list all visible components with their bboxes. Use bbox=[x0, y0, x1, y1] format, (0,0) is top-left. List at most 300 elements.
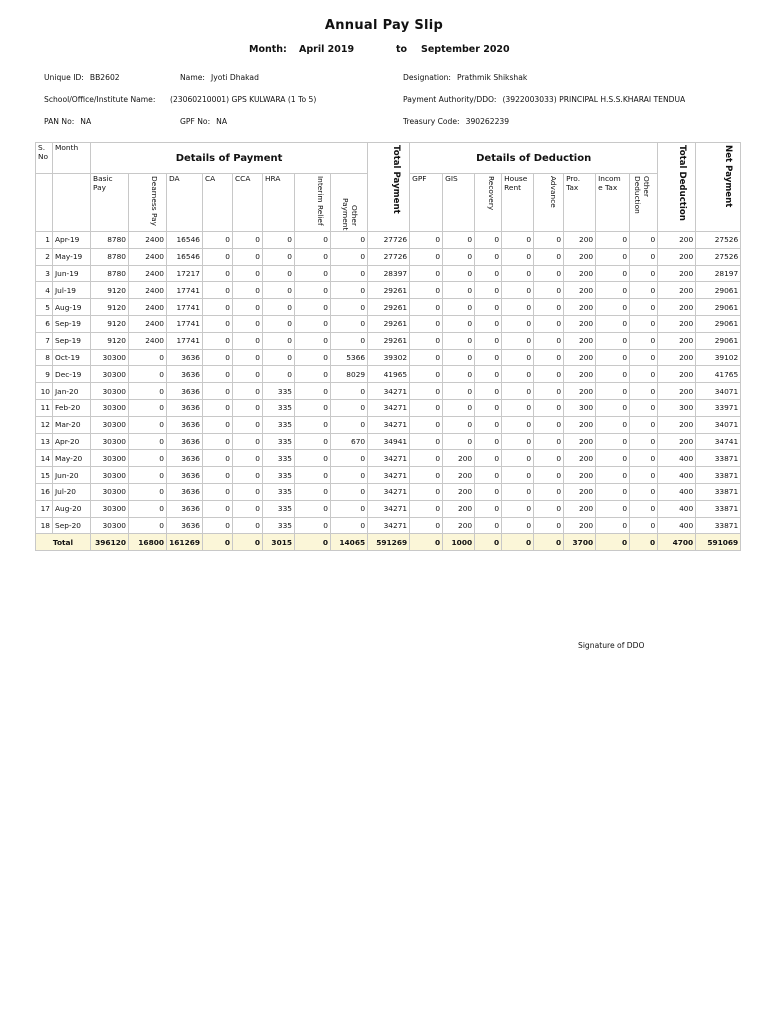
table-cell: 18 bbox=[36, 517, 53, 534]
table-cell: 400 bbox=[658, 450, 696, 467]
table-cell: 30300 bbox=[91, 349, 129, 366]
sno-header: S. No bbox=[36, 143, 53, 174]
total-cell: 1000 bbox=[443, 534, 475, 551]
table-cell: 0 bbox=[331, 467, 368, 484]
table-cell: 200 bbox=[658, 282, 696, 299]
table-cell: 0 bbox=[295, 433, 331, 450]
pro-tax-header: Pro. Tax bbox=[564, 174, 596, 232]
table-cell: 0 bbox=[475, 483, 502, 500]
table-cell: 9120 bbox=[91, 332, 129, 349]
details-of-payment-header: Details of Payment bbox=[91, 143, 368, 174]
table-cell: 0 bbox=[203, 416, 233, 433]
total-cell: 3015 bbox=[263, 534, 295, 551]
table-cell: 33871 bbox=[696, 467, 741, 484]
table-cell: 33871 bbox=[696, 500, 741, 517]
table-cell: 200 bbox=[443, 517, 475, 534]
table-cell: 0 bbox=[203, 433, 233, 450]
table-cell: 16546 bbox=[167, 248, 203, 265]
table-cell: 0 bbox=[203, 383, 233, 400]
table-cell: 0 bbox=[295, 399, 331, 416]
table-cell: 11 bbox=[36, 399, 53, 416]
table-cell: 16 bbox=[36, 483, 53, 500]
table-cell: 200 bbox=[564, 450, 596, 467]
basic-pay-header: Basic Pay bbox=[91, 174, 129, 232]
table-cell: Jun-20 bbox=[53, 467, 91, 484]
table-cell: 0 bbox=[233, 248, 263, 265]
total-cell: 0 bbox=[475, 534, 502, 551]
table-cell: Sep-19 bbox=[53, 332, 91, 349]
table-cell: 0 bbox=[475, 399, 502, 416]
table-cell: 0 bbox=[502, 232, 534, 249]
table-cell: 0 bbox=[233, 416, 263, 433]
school-name: (23060210001) GPS KULWARA (1 To 5) bbox=[170, 95, 317, 104]
table-cell: 0 bbox=[502, 450, 534, 467]
table-cell: 200 bbox=[658, 416, 696, 433]
table-row bbox=[36, 450, 741, 467]
month-header: Month bbox=[53, 143, 91, 174]
table-cell: 0 bbox=[534, 450, 564, 467]
period-from: April 2019 bbox=[299, 44, 355, 55]
table-row bbox=[36, 416, 741, 433]
table-cell: 3636 bbox=[167, 416, 203, 433]
table-cell: 200 bbox=[443, 450, 475, 467]
table-cell: 9120 bbox=[91, 315, 129, 332]
total-cell: 0 bbox=[502, 534, 534, 551]
table-cell: 3 bbox=[36, 265, 53, 282]
table-cell: 200 bbox=[443, 500, 475, 517]
table-cell: 200 bbox=[564, 248, 596, 265]
table-cell: 0 bbox=[630, 517, 658, 534]
table-cell: 0 bbox=[203, 232, 233, 249]
total-cell: 591069 bbox=[696, 534, 741, 551]
sno-sub-header bbox=[36, 174, 53, 232]
table-cell: 0 bbox=[129, 433, 167, 450]
table-cell: 27726 bbox=[368, 232, 410, 249]
table-cell: 335 bbox=[263, 399, 295, 416]
table-cell: 0 bbox=[596, 366, 630, 383]
total-cell: 14065 bbox=[331, 534, 368, 551]
table-cell: 0 bbox=[233, 366, 263, 383]
table-cell: 3636 bbox=[167, 399, 203, 416]
table-cell: 0 bbox=[233, 399, 263, 416]
table-cell: 8029 bbox=[331, 366, 368, 383]
table-cell: 1 bbox=[36, 232, 53, 249]
table-cell: 0 bbox=[203, 399, 233, 416]
table-cell: 0 bbox=[295, 315, 331, 332]
table-cell: 0 bbox=[630, 399, 658, 416]
table-cell: 0 bbox=[475, 282, 502, 299]
table-cell: 41965 bbox=[368, 366, 410, 383]
table-cell: Aug-19 bbox=[53, 299, 91, 316]
table-cell: 17 bbox=[36, 500, 53, 517]
table-cell: 0 bbox=[295, 467, 331, 484]
table-row bbox=[36, 483, 741, 500]
table-cell: 15 bbox=[36, 467, 53, 484]
table-cell: 28197 bbox=[696, 265, 741, 282]
period-to-label: to bbox=[396, 44, 408, 55]
table-cell: 0 bbox=[331, 265, 368, 282]
table-cell: 0 bbox=[295, 265, 331, 282]
table-cell: 17741 bbox=[167, 282, 203, 299]
table-cell: 0 bbox=[410, 315, 443, 332]
table-cell: 0 bbox=[263, 349, 295, 366]
table-cell: 0 bbox=[331, 332, 368, 349]
page-title: Annual Pay Slip bbox=[324, 18, 444, 33]
table-row bbox=[36, 500, 741, 517]
table-cell: 0 bbox=[129, 450, 167, 467]
table-cell: 27726 bbox=[368, 248, 410, 265]
table-cell: 3636 bbox=[167, 483, 203, 500]
table-cell: 29261 bbox=[368, 299, 410, 316]
table-cell: 335 bbox=[263, 433, 295, 450]
table-cell: 0 bbox=[502, 332, 534, 349]
table-cell: 200 bbox=[564, 383, 596, 400]
table-cell: 0 bbox=[502, 517, 534, 534]
table-cell: 0 bbox=[596, 500, 630, 517]
table-cell: 0 bbox=[596, 450, 630, 467]
table-cell: 0 bbox=[295, 450, 331, 467]
table-cell: 8 bbox=[36, 349, 53, 366]
table-cell: 34071 bbox=[696, 416, 741, 433]
table-cell: 200 bbox=[658, 232, 696, 249]
table-cell: 0 bbox=[263, 282, 295, 299]
table-cell: 6 bbox=[36, 315, 53, 332]
table-cell: 0 bbox=[630, 433, 658, 450]
total-cell: 3700 bbox=[564, 534, 596, 551]
table-cell: 2400 bbox=[129, 332, 167, 349]
table-cell: 0 bbox=[534, 265, 564, 282]
table-cell: 0 bbox=[502, 383, 534, 400]
table-cell: 0 bbox=[233, 433, 263, 450]
table-cell: 0 bbox=[263, 248, 295, 265]
table-cell: 0 bbox=[233, 467, 263, 484]
table-cell: 0 bbox=[203, 349, 233, 366]
table-cell: 0 bbox=[331, 315, 368, 332]
table-cell: 0 bbox=[129, 416, 167, 433]
table-cell: 200 bbox=[564, 315, 596, 332]
table-cell: 0 bbox=[475, 315, 502, 332]
table-cell: 17741 bbox=[167, 299, 203, 316]
table-cell: 0 bbox=[630, 315, 658, 332]
school-label: School/Office/Institute Name: bbox=[44, 95, 156, 104]
table-cell: 0 bbox=[129, 383, 167, 400]
total-cell: 0 bbox=[203, 534, 233, 551]
table-cell: 0 bbox=[263, 315, 295, 332]
table-cell: 0 bbox=[475, 416, 502, 433]
table-cell: 33871 bbox=[696, 450, 741, 467]
table-cell: 0 bbox=[129, 399, 167, 416]
table-cell: Apr-20 bbox=[53, 433, 91, 450]
pay-slip-rows bbox=[36, 232, 741, 551]
table-cell: 200 bbox=[564, 265, 596, 282]
table-cell: 0 bbox=[502, 248, 534, 265]
table-cell: 0 bbox=[475, 467, 502, 484]
table-cell: 0 bbox=[203, 366, 233, 383]
table-cell: 0 bbox=[410, 232, 443, 249]
table-cell: 200 bbox=[658, 248, 696, 265]
table-row bbox=[36, 315, 741, 332]
table-cell: 0 bbox=[475, 265, 502, 282]
table-row bbox=[36, 399, 741, 416]
table-cell: 0 bbox=[410, 517, 443, 534]
table-cell: 29061 bbox=[696, 299, 741, 316]
table-cell: 200 bbox=[564, 282, 596, 299]
table-cell: 34271 bbox=[368, 450, 410, 467]
table-cell: Jan-20 bbox=[53, 383, 91, 400]
table-cell: 0 bbox=[596, 282, 630, 299]
table-cell: 0 bbox=[630, 483, 658, 500]
table-cell: 0 bbox=[233, 265, 263, 282]
table-cell: Feb-20 bbox=[53, 399, 91, 416]
table-cell: 0 bbox=[443, 433, 475, 450]
table-cell: 0 bbox=[502, 467, 534, 484]
dearness-pay-header: Dearness Pay bbox=[129, 174, 167, 232]
table-row bbox=[36, 232, 741, 249]
table-cell: 0 bbox=[534, 282, 564, 299]
table-cell: 0 bbox=[410, 467, 443, 484]
da-header: DA bbox=[167, 174, 203, 232]
table-cell: 34941 bbox=[368, 433, 410, 450]
table-cell: 200 bbox=[564, 349, 596, 366]
table-cell: 17217 bbox=[167, 265, 203, 282]
month-sub-header bbox=[53, 174, 91, 232]
table-cell: Oct-19 bbox=[53, 349, 91, 366]
total-row bbox=[36, 534, 741, 551]
table-cell: 29061 bbox=[696, 282, 741, 299]
table-cell: 0 bbox=[443, 399, 475, 416]
unique-id: Unique ID: BB2602 bbox=[44, 73, 120, 82]
table-cell: 0 bbox=[233, 450, 263, 467]
table-cell: 34271 bbox=[368, 416, 410, 433]
table-cell: 2400 bbox=[129, 282, 167, 299]
table-cell: 7 bbox=[36, 332, 53, 349]
table-cell: 200 bbox=[443, 467, 475, 484]
house-rent-header: House Rent bbox=[502, 174, 534, 232]
table-cell: 3636 bbox=[167, 433, 203, 450]
table-cell: May-20 bbox=[53, 450, 91, 467]
details-of-deduction-header: Details of Deduction bbox=[410, 143, 658, 174]
table-cell: 0 bbox=[233, 299, 263, 316]
employee-name: Name: Jyoti Dhakad bbox=[180, 73, 259, 82]
table-cell: 0 bbox=[233, 517, 263, 534]
table-cell: 0 bbox=[129, 517, 167, 534]
table-cell: 0 bbox=[331, 416, 368, 433]
table-row bbox=[36, 383, 741, 400]
total-cell: 16800 bbox=[129, 534, 167, 551]
table-cell: 0 bbox=[534, 483, 564, 500]
table-cell: 3636 bbox=[167, 383, 203, 400]
table-cell: 2400 bbox=[129, 299, 167, 316]
table-cell: 0 bbox=[596, 232, 630, 249]
table-cell: 0 bbox=[630, 450, 658, 467]
table-cell: 0 bbox=[475, 232, 502, 249]
table-cell: 400 bbox=[658, 483, 696, 500]
table-cell: 0 bbox=[331, 500, 368, 517]
other-deduction-header: Other Deduction bbox=[630, 174, 658, 232]
table-cell: 0 bbox=[534, 232, 564, 249]
table-cell: 200 bbox=[658, 433, 696, 450]
table-cell: 0 bbox=[295, 332, 331, 349]
table-row bbox=[36, 517, 741, 534]
table-cell: 0 bbox=[129, 366, 167, 383]
table-cell: 200 bbox=[564, 433, 596, 450]
table-cell: 0 bbox=[475, 332, 502, 349]
table-cell: 0 bbox=[233, 500, 263, 517]
table-cell: 0 bbox=[331, 483, 368, 500]
table-cell: 0 bbox=[534, 299, 564, 316]
table-cell: 0 bbox=[534, 366, 564, 383]
table-cell: 29261 bbox=[368, 332, 410, 349]
table-cell: 0 bbox=[534, 399, 564, 416]
table-cell: 0 bbox=[443, 232, 475, 249]
table-cell: 0 bbox=[295, 299, 331, 316]
table-cell: 3636 bbox=[167, 450, 203, 467]
table-cell: 30300 bbox=[91, 416, 129, 433]
table-cell: 5 bbox=[36, 299, 53, 316]
table-cell: 0 bbox=[443, 299, 475, 316]
table-cell: 2 bbox=[36, 248, 53, 265]
table-cell: 0 bbox=[534, 315, 564, 332]
table-cell: 0 bbox=[596, 483, 630, 500]
table-cell: 335 bbox=[263, 517, 295, 534]
table-cell: 9120 bbox=[91, 282, 129, 299]
table-cell: 0 bbox=[410, 433, 443, 450]
table-cell: 4 bbox=[36, 282, 53, 299]
table-cell: 10 bbox=[36, 383, 53, 400]
payment-authority: Payment Authority/DDO: (3922003033) PRINCIPAL H.S.S.KHARAI TENDUA bbox=[403, 95, 686, 104]
table-cell: 0 bbox=[410, 332, 443, 349]
table-cell: 0 bbox=[129, 483, 167, 500]
table-cell: 0 bbox=[596, 383, 630, 400]
table-cell: 2400 bbox=[129, 248, 167, 265]
total-payment-header: Total Payment bbox=[368, 143, 410, 232]
table-cell: 0 bbox=[534, 383, 564, 400]
table-cell: 0 bbox=[596, 315, 630, 332]
table-cell: 3636 bbox=[167, 366, 203, 383]
table-cell: 0 bbox=[502, 500, 534, 517]
table-cell: Apr-19 bbox=[53, 232, 91, 249]
table-cell: 29061 bbox=[696, 332, 741, 349]
table-cell: 0 bbox=[443, 282, 475, 299]
table-cell: 0 bbox=[630, 349, 658, 366]
table-cell: 200 bbox=[658, 265, 696, 282]
table-cell: 3636 bbox=[167, 349, 203, 366]
table-cell: 0 bbox=[233, 282, 263, 299]
table-cell: 200 bbox=[564, 299, 596, 316]
table-cell: 0 bbox=[203, 315, 233, 332]
interim-relief-header: Interim Relief bbox=[295, 174, 331, 232]
total-cell: 591269 bbox=[368, 534, 410, 551]
table-cell: 200 bbox=[564, 483, 596, 500]
table-cell: 0 bbox=[295, 483, 331, 500]
table-cell: 0 bbox=[263, 299, 295, 316]
table-cell: 9120 bbox=[91, 299, 129, 316]
table-cell: 33971 bbox=[696, 399, 741, 416]
table-cell: 27526 bbox=[696, 232, 741, 249]
table-cell: 0 bbox=[502, 433, 534, 450]
table-cell: 0 bbox=[596, 399, 630, 416]
table-cell: 0 bbox=[630, 248, 658, 265]
pay-slip-table bbox=[35, 142, 741, 551]
table-cell: 0 bbox=[502, 399, 534, 416]
table-cell: 29261 bbox=[368, 315, 410, 332]
table-cell: 0 bbox=[410, 366, 443, 383]
table-cell: 200 bbox=[564, 517, 596, 534]
table-cell: 200 bbox=[564, 467, 596, 484]
table-cell: 200 bbox=[658, 315, 696, 332]
net-payment-header bbox=[696, 143, 741, 232]
total-cell: 4700 bbox=[658, 534, 696, 551]
table-cell: 0 bbox=[502, 315, 534, 332]
table-cell: Dec-19 bbox=[53, 366, 91, 383]
table-cell: 0 bbox=[233, 232, 263, 249]
table-cell: 0 bbox=[410, 416, 443, 433]
table-cell: 8780 bbox=[91, 265, 129, 282]
total-cell: 0 bbox=[630, 534, 658, 551]
table-cell: 0 bbox=[534, 517, 564, 534]
table-row bbox=[36, 349, 741, 366]
table-row bbox=[36, 366, 741, 383]
table-cell: 0 bbox=[443, 248, 475, 265]
treasury-code: Treasury Code: 390262239 bbox=[403, 117, 510, 126]
table-cell: 200 bbox=[564, 416, 596, 433]
table-cell: 0 bbox=[263, 232, 295, 249]
table-cell: 0 bbox=[410, 349, 443, 366]
table-cell: 0 bbox=[475, 248, 502, 265]
table-cell: 0 bbox=[295, 366, 331, 383]
table-cell: 0 bbox=[410, 483, 443, 500]
table-cell: 0 bbox=[233, 483, 263, 500]
table-cell: 200 bbox=[564, 332, 596, 349]
ddo-signature: Signature of DDO bbox=[578, 641, 645, 650]
table-cell: 0 bbox=[410, 399, 443, 416]
table-cell: 0 bbox=[596, 517, 630, 534]
table-cell: 13 bbox=[36, 433, 53, 450]
table-cell: 0 bbox=[502, 366, 534, 383]
table-cell: 0 bbox=[331, 232, 368, 249]
table-cell: Jul-19 bbox=[53, 282, 91, 299]
advance-header: Advance bbox=[534, 174, 564, 232]
table-cell: 28397 bbox=[368, 265, 410, 282]
table-cell: 0 bbox=[630, 332, 658, 349]
table-cell: 0 bbox=[295, 282, 331, 299]
table-cell: 400 bbox=[658, 467, 696, 484]
table-row bbox=[36, 299, 741, 316]
table-cell: 0 bbox=[410, 248, 443, 265]
table-cell: 0 bbox=[203, 299, 233, 316]
table-cell: 0 bbox=[263, 265, 295, 282]
table-cell: 0 bbox=[534, 248, 564, 265]
table-cell: 0 bbox=[203, 450, 233, 467]
table-cell: 0 bbox=[233, 383, 263, 400]
table-cell: 335 bbox=[263, 450, 295, 467]
table-cell: 30300 bbox=[91, 383, 129, 400]
gpf-no: GPF No: NA bbox=[180, 117, 228, 126]
table-cell: 0 bbox=[331, 399, 368, 416]
designation: Designation: Prathmik Shikshak bbox=[403, 73, 528, 82]
table-cell: 400 bbox=[658, 500, 696, 517]
table-cell: 0 bbox=[534, 416, 564, 433]
table-cell: 0 bbox=[203, 517, 233, 534]
table-cell: 0 bbox=[475, 349, 502, 366]
table-cell: 12 bbox=[36, 416, 53, 433]
table-cell: 0 bbox=[410, 500, 443, 517]
table-cell: 0 bbox=[295, 383, 331, 400]
table-cell: 30300 bbox=[91, 433, 129, 450]
table-cell: 0 bbox=[596, 416, 630, 433]
table-cell: 30300 bbox=[91, 483, 129, 500]
table-cell: 0 bbox=[203, 483, 233, 500]
